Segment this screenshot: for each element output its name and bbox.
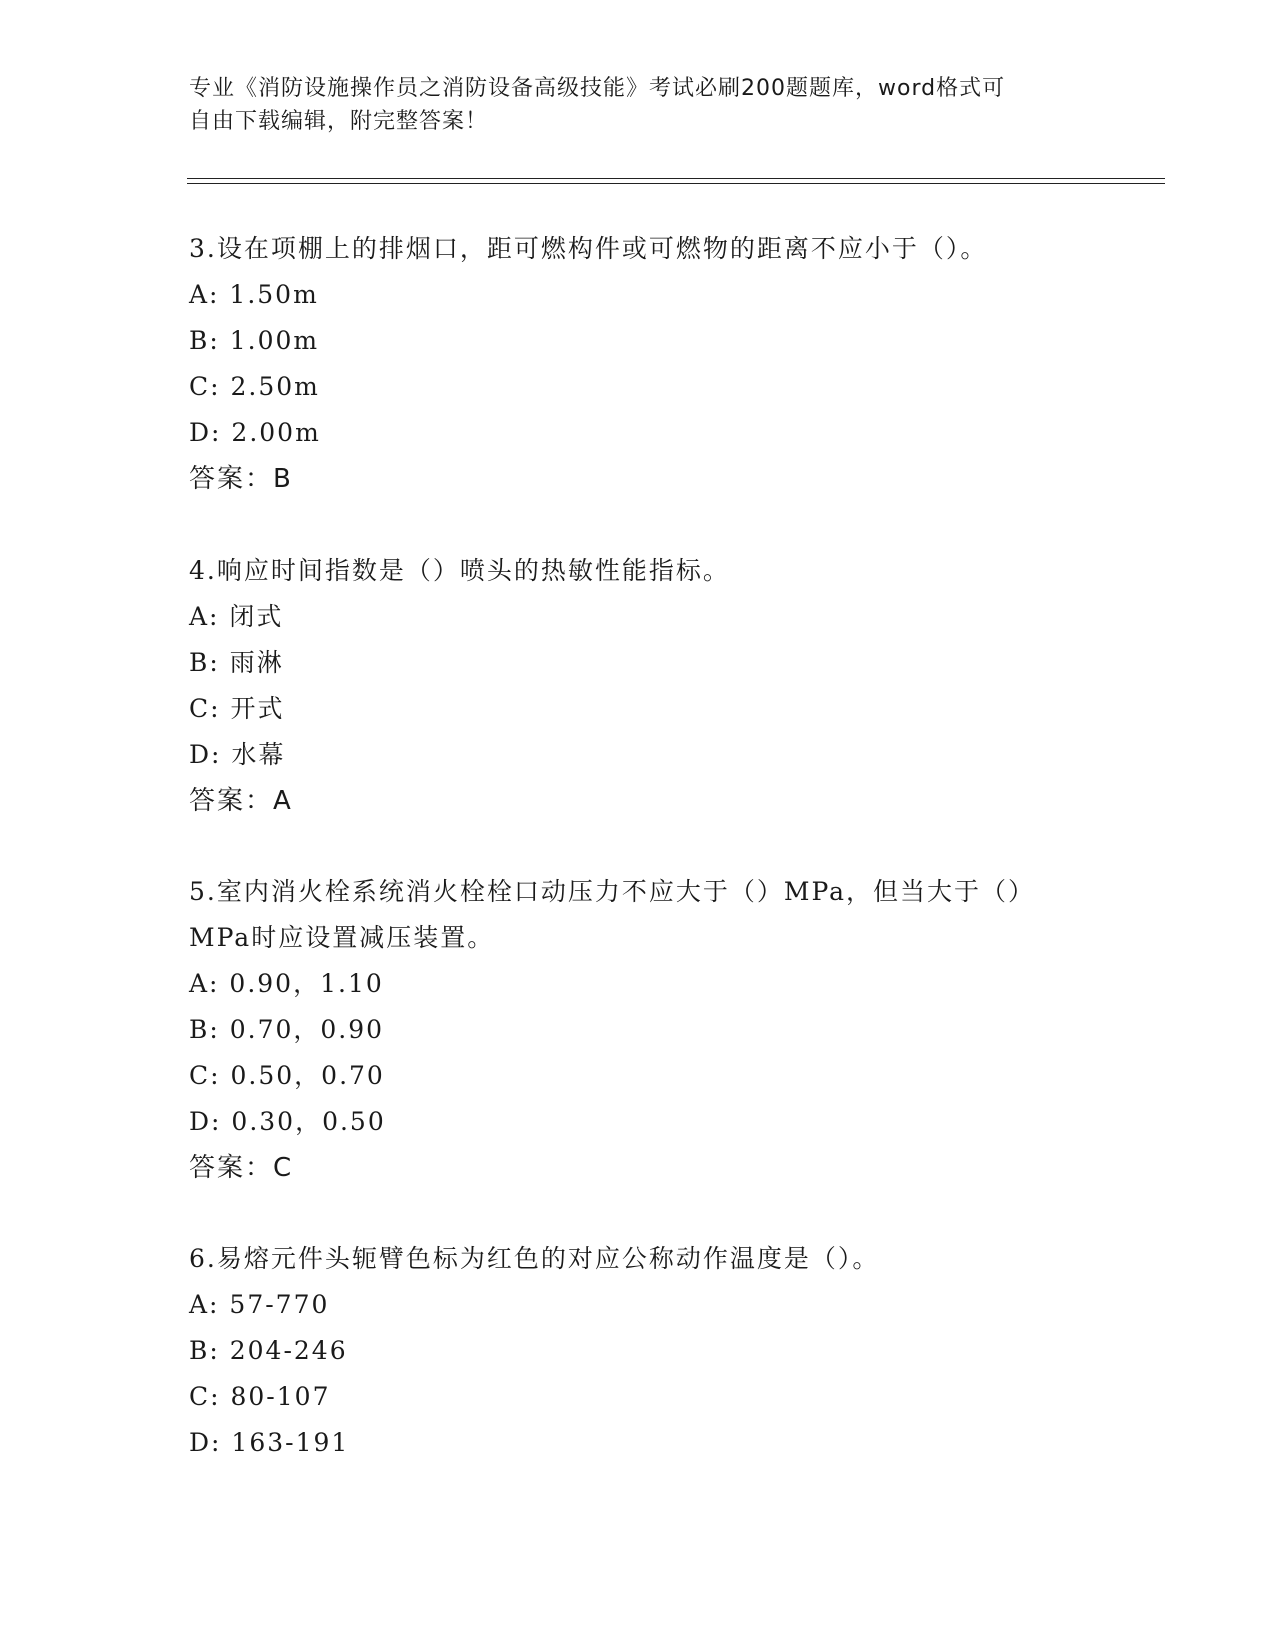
header-divider-top bbox=[187, 178, 1165, 179]
answer: 答案：C bbox=[189, 1153, 294, 1183]
option-d: D: 水幕 bbox=[189, 740, 286, 769]
option-a: A: 闭式 bbox=[189, 602, 284, 631]
header-line-2: 自由下载编辑，附完整答案！ bbox=[189, 109, 489, 134]
question-text: 3.设在项棚上的排烟口，距可燃构件或可燃物的距离不应小于（）。 bbox=[189, 234, 988, 263]
header-divider-bottom bbox=[187, 183, 1165, 184]
question-4 bbox=[189, 548, 1089, 824]
answer: 答案：A bbox=[189, 786, 293, 816]
question-text-line-2: MPa时应设置减压装置。 bbox=[189, 923, 495, 952]
option-a: A: 1.50m bbox=[189, 280, 319, 309]
question-5 bbox=[189, 869, 1089, 1191]
option-c: C: 80-107 bbox=[189, 1382, 331, 1411]
question-text-line-1: 5.室内消火栓系统消火栓栓口动压力不应大于（）MPa，但当大于（） bbox=[189, 877, 1036, 906]
option-d: D: 2.00m bbox=[189, 418, 321, 447]
answer: 答案：B bbox=[189, 464, 293, 494]
option-b: B: 1.00m bbox=[189, 326, 320, 355]
option-c: C: 开式 bbox=[189, 694, 285, 723]
question-text: 6.易熔元件头轭臂色标为红色的对应公称动作温度是（）。 bbox=[189, 1244, 880, 1273]
question-text: 4.响应时间指数是（）喷头的热敏性能指标。 bbox=[189, 556, 730, 585]
question-3 bbox=[189, 226, 1089, 502]
option-a: A: 57-770 bbox=[189, 1290, 330, 1319]
option-a: A: 0.90，1.10 bbox=[189, 969, 384, 998]
option-d: D: 0.30，0.50 bbox=[189, 1107, 386, 1136]
header-line-1: 专业《消防设施操作员之消防设备高级技能》考试必刷200题题库，word格式可 bbox=[189, 76, 1006, 101]
option-b: B: 雨淋 bbox=[189, 648, 284, 677]
question-6 bbox=[189, 1236, 1089, 1466]
option-c: C: 2.50m bbox=[189, 372, 320, 401]
option-b: B: 204-246 bbox=[189, 1336, 348, 1365]
option-c: C: 0.50，0.70 bbox=[189, 1061, 385, 1090]
option-d: D: 163-191 bbox=[189, 1428, 350, 1457]
document-header bbox=[189, 72, 1089, 138]
option-b: B: 0.70，0.90 bbox=[189, 1015, 385, 1044]
